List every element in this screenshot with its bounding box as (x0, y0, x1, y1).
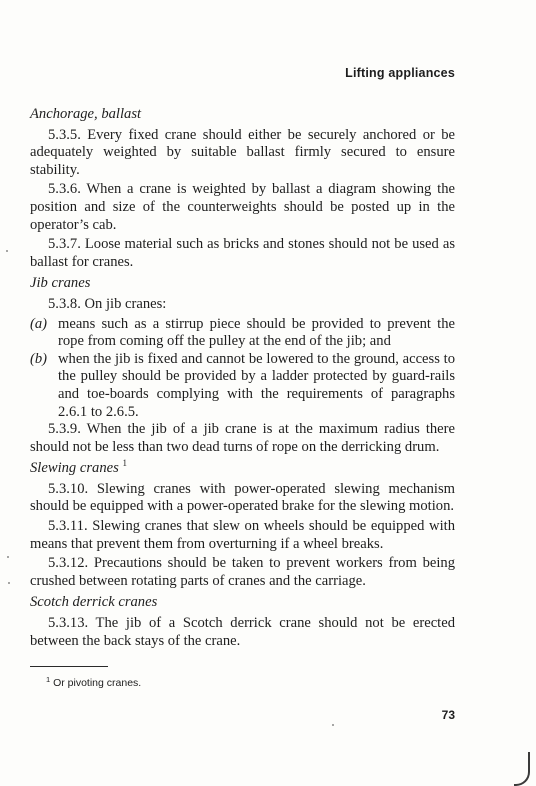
page-body (30, 106, 455, 652)
list-item-text: when the jib is fixed and cannot be lowered to the ground, access to the pulley should be provided by a ladder protected by guard-rails and toe-boards complying with the requirements of paragraphs 2.6.1 to 2.6.5. (58, 350, 455, 420)
scan-speck (6, 250, 8, 252)
section-heading-slewing-cranes (30, 460, 455, 478)
paragraph-5-3-10: 5.3.10. Slewing cranes with power-operated slewing mechanism should be equipped with a power-operated brake for the slewing motion. (30, 480, 455, 515)
list-item-a (30, 316, 455, 351)
paragraph-5-3-13: 5.3.13. The jib of a Scotch derrick crane should not be erected between the back stays of the crane. (30, 615, 455, 649)
footnote-marker: 1 (46, 675, 51, 684)
footnote-reference: 1 (122, 458, 127, 469)
section-heading-anchorage: Anchorage, ballast (30, 106, 142, 122)
scan-speck (7, 556, 9, 558)
paragraph-5-3-11: 5.3.11. Slewing cranes that slew on wheels should be equipped with means that prevent them from overturning if a wheel breaks. (30, 518, 455, 552)
scan-speck (8, 582, 10, 584)
paragraph-5-3-7: 5.3.7. Loose material such as bricks and stones should not be used as ballast for cranes. (30, 236, 455, 270)
section-heading-scotch-derrick: Scotch derrick cranes (30, 594, 158, 611)
paragraph-5-3-5: 5.3.5. Every fixed crane should either be securely anchored or be adequately weighted by suitable ballast firmly secured to ensure stability. (30, 126, 455, 178)
section-heading-text: Slewing cranes (30, 460, 119, 477)
paragraph-5-3-8: 5.3.8. On jib cranes: (48, 295, 167, 312)
running-header: Lifting appliances (345, 66, 455, 80)
paragraph-5-3-12: 5.3.12. Precautions should be taken to prevent workers from being crushed between rotating parts of cranes and the carriage. (30, 555, 455, 589)
page-edge-mark (514, 752, 530, 786)
list-item-text: means such as a stirrup piece should be provided to prevent the rope from coming off the pulley at the end of the jib; and (58, 315, 455, 350)
list-item-label: (b) (30, 350, 48, 367)
footnote-divider (30, 666, 108, 667)
section-heading-jib-cranes: Jib cranes (30, 275, 91, 292)
scan-speck (332, 724, 334, 726)
footnote-text: Or pivoting cranes. (53, 677, 142, 689)
list-item-b (30, 351, 455, 421)
list-item-label: (a) (30, 315, 48, 332)
page-number: 73 (441, 708, 455, 722)
paragraph-5-3-6: 5.3.6. When a crane is weighted by ballast a diagram showing the position and size of the counterweights should be posted up in the operator’s cab. (30, 181, 455, 233)
paragraph-5-3-9: 5.3.9. When the jib of a jib crane is at the maximum radius there should not be less than two dead turns of rope on the derricking drum. (30, 421, 455, 455)
footnote (46, 677, 141, 689)
